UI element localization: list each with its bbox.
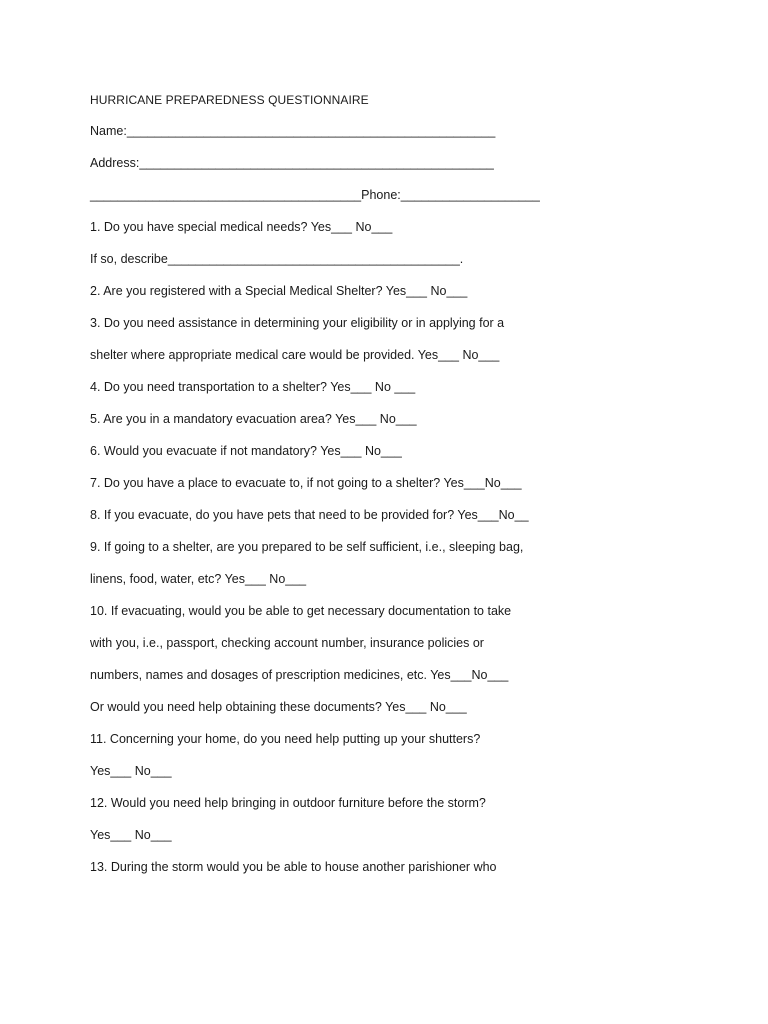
question-7: 7. Do you have a place to evacuate to, if not going to a shelter? Yes___No___ (90, 476, 522, 490)
question-1-describe: If so, describe__________________________________________. (90, 252, 464, 266)
question-12: 12. Would you need help bringing in outdoor furniture before the storm? (90, 796, 486, 810)
question-11: 11. Concerning your home, do you need help putting up your shutters? (90, 732, 481, 746)
question-13: 13. During the storm would you be able to house another parishioner who (90, 860, 497, 874)
question-10-line-1: 10. If evacuating, would you be able to get necessary documentation to take (90, 604, 512, 618)
question-9-line-2: linens, food, water, etc? Yes___ No___ (90, 572, 307, 586)
address-line: Address:___________________________________________________ (90, 156, 494, 170)
question-3-line-2: shelter where appropriate medical care would be provided. Yes___ No___ (90, 348, 500, 362)
question-6: 6. Would you evacuate if not mandatory? Yes___ No___ (90, 444, 402, 458)
question-8: 8. If you evacuate, do you have pets that need to be provided for? Yes___No__ (90, 508, 529, 522)
page-title: HURRICANE PREPAREDNESS QUESTIONNAIRE (90, 93, 369, 107)
name-line: Name:_____________________________________________________ (90, 124, 496, 138)
question-10-line-3: numbers, names and dosages of prescription medicines, etc. Yes___No___ (90, 668, 509, 682)
question-4: 4. Do you need transportation to a shelter? Yes___ No ___ (90, 380, 416, 394)
question-10-line-2: with you, i.e., passport, checking account number, insurance policies or (90, 636, 484, 650)
question-2: 2. Are you registered with a Special Medical Shelter? Yes___ No___ (90, 284, 468, 298)
question-9-line-1: 9. If going to a shelter, are you prepared to be self sufficient, i.e., sleeping bag, (90, 540, 524, 554)
question-10-followup: Or would you need help obtaining these documents? Yes___ No___ (90, 700, 467, 714)
question-1: 1. Do you have special medical needs? Yes___ No___ (90, 220, 393, 234)
question-3-line-1: 3. Do you need assistance in determining your eligibility or in applying for a (90, 316, 505, 330)
question-5: 5. Are you in a mandatory evacuation area? Yes___ No___ (90, 412, 417, 426)
question-12-answer: Yes___ No___ (90, 828, 172, 842)
question-11-answer: Yes___ No___ (90, 764, 172, 778)
address-phone-line: _______________________________________Phone:____________________ (90, 188, 540, 202)
